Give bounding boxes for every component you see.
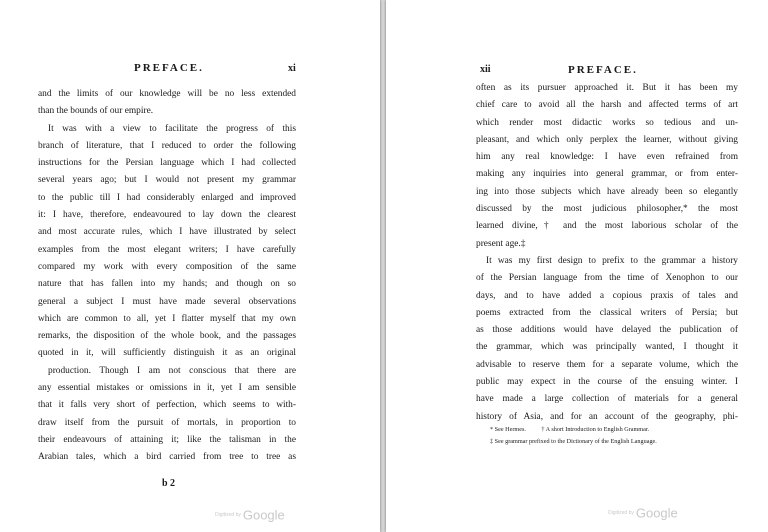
- text-line: examples from the most elegant writers; I have carefully: [38, 244, 296, 255]
- text-line: him any real knowledge: I have even refrained from: [476, 152, 738, 163]
- text-line: production. Though I am not conscious that there are: [48, 365, 296, 376]
- text-line: of the Persian language from the time of Xenophon to our: [476, 273, 738, 284]
- google-watermark: [215, 506, 285, 524]
- text-line: several years ago; but I would not present my grammar: [38, 175, 296, 186]
- page-body-text: [476, 80, 738, 426]
- text-line: often as its pursuer approached it. But it has been my: [476, 83, 738, 93]
- text-line: than the bounds of our empire.: [38, 106, 154, 117]
- text-line: draw itself from the pursuit of mortals, in proportion to: [38, 417, 296, 428]
- text-line: which are common to all, yet I flatter myself that my own: [38, 313, 296, 324]
- text-line: their endeavours of attaining it; like the talisman in the: [38, 434, 296, 445]
- text-line: quoted in it, will sufficiently distinguish it as an original: [38, 348, 296, 359]
- text-line: any essential mistakes or omissions in it, yet I am sensible: [38, 383, 296, 394]
- text-line: which render most didactic works so tedious and un-: [476, 117, 738, 128]
- text-line: advisable to reserve them for a separate volume, which the: [476, 359, 738, 370]
- running-header: PREFACE.: [134, 62, 204, 74]
- text-line: nature that has fallen into my hands; and though on so: [38, 279, 296, 290]
- footnote: * See Hermes. † A short Introduction to English Grammar.: [490, 426, 650, 433]
- footnotes: [490, 424, 730, 448]
- text-line: the grammar, which was principally wanted, I thought it: [476, 342, 738, 353]
- watermark-prefix: Digitized by: [608, 509, 634, 516]
- text-line: present age.‡: [476, 238, 526, 249]
- left-page: [0, 0, 380, 532]
- text-line: poems extracted from the classical writers of Persia; but: [476, 307, 738, 318]
- text-line: remarks, the disposition of the whole book, and the passages: [38, 331, 296, 342]
- watermark-prefix: Digitized by: [215, 511, 241, 518]
- text-line: chief care to avoid all the harsh and affected terms of art: [476, 100, 738, 111]
- text-line: that it falls very short of perfection, which seems to with-: [38, 400, 296, 411]
- page-number: xi: [288, 63, 296, 74]
- text-line: branch of literature, that I reduced to order the following: [38, 140, 296, 151]
- text-line: compared my work with every composition of the same: [38, 261, 296, 272]
- text-line: as those additions would have delayed the publication of: [476, 325, 738, 336]
- text-line: It was with a view to facilitate the progress of this: [48, 123, 296, 134]
- running-header: PREFACE.: [568, 64, 638, 76]
- page-number: xii: [480, 64, 491, 75]
- text-line: public may expect in the course of the ensuing winter. I: [476, 377, 738, 388]
- text-line: learned divine,† and the most laborious scholar of the: [476, 221, 738, 232]
- right-page: [386, 0, 768, 532]
- text-line: history of Asia, and for an account of the geography, phi-: [476, 411, 738, 422]
- text-line: general a subject I must have made several observations: [38, 296, 296, 307]
- page-body-text: [38, 86, 296, 467]
- signature-mark: b 2: [162, 478, 176, 489]
- text-line: ing into those subjects which have already been so elegantly: [476, 186, 738, 197]
- google-watermark: [608, 504, 678, 522]
- text-line: It was my first design to prefix to the grammar a history: [486, 255, 738, 266]
- google-logo: Google: [635, 505, 678, 521]
- text-line: days, and to have added a copious praxis of tales and: [476, 290, 738, 301]
- text-line: to the public till I had considerably enlarged and improved: [38, 192, 296, 203]
- footnote: ‡ See grammar prefixed to the Dictionary of the English Language.: [490, 438, 657, 445]
- text-line: and most accurate rules, which I have illustrated by select: [38, 227, 296, 238]
- text-line: it: I have, therefore, endeavoured to lay down the clearest: [38, 210, 296, 221]
- text-line: discussed by the most judicious philosopher,* the most: [476, 204, 738, 215]
- text-line: and the limits of our knowledge will be no less extended: [38, 89, 296, 99]
- google-logo: Google: [242, 507, 285, 523]
- text-line: making any inquiries into general grammar, or from enter-: [476, 169, 738, 180]
- text-line: have made a large collection of materials for a general: [476, 394, 738, 405]
- text-line: pleasant, and which only perplex the learner, without giving: [476, 134, 738, 145]
- text-line: Arabian tales, which a bird carried from tree to tree as: [38, 452, 296, 463]
- text-line: instructions for the Persian language which I had collected: [38, 158, 296, 169]
